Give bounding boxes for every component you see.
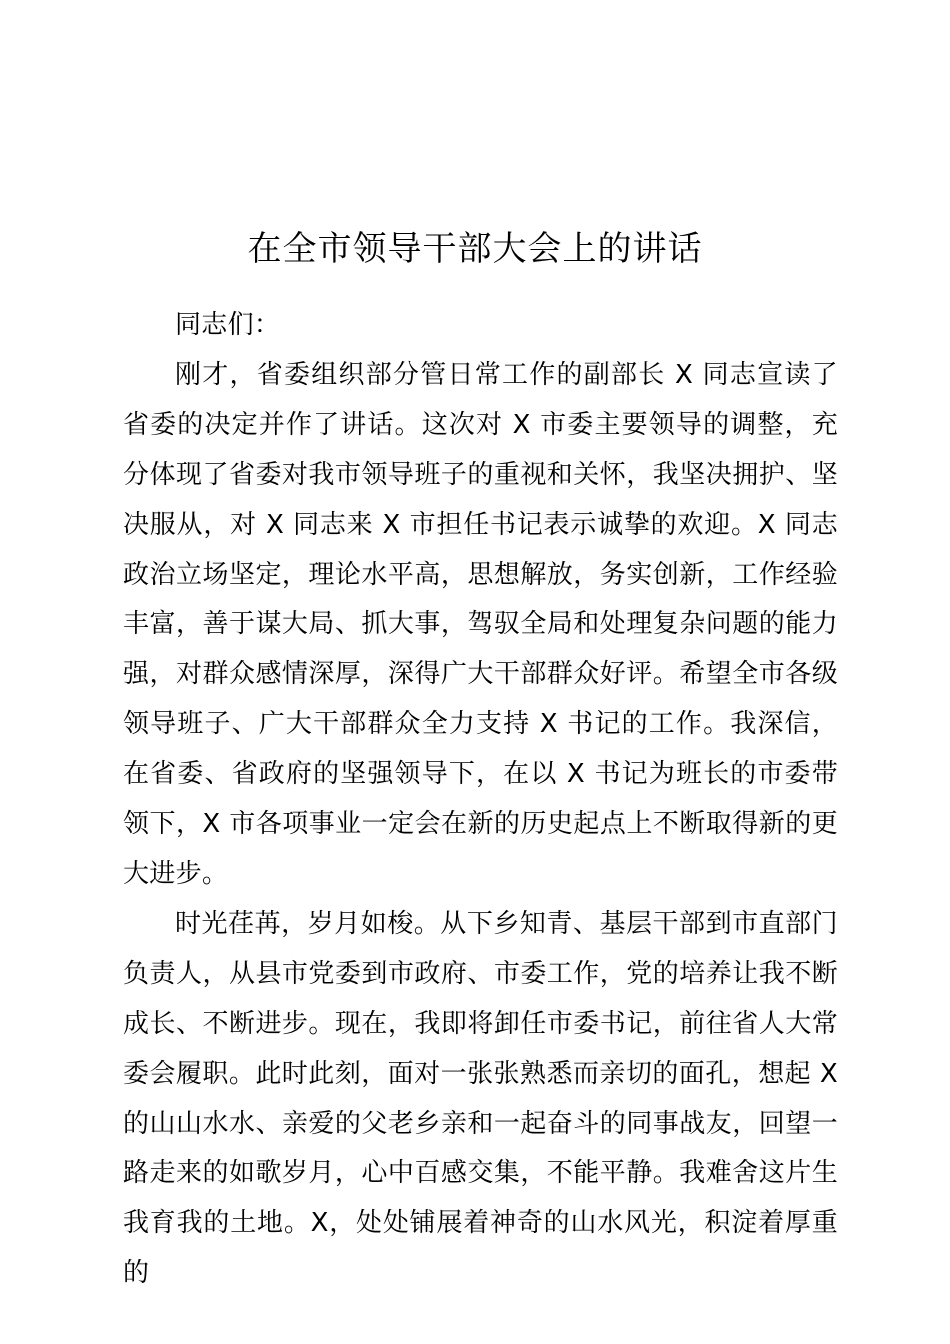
paragraph-1: 刚才，省委组织部分管日常工作的副部长 X 同志宣读了省委的决定并作了讲话。这次对 X 市委主要领导的调整，充分体现了省委对我市领导班子的重视和关怀，我坚决拥护、坚决服从，对 X 同志来 X 市担任书记表示诚挚的欢迎。X 同志政治立场坚定，理论水平高，思想解放，务实创新，工作经验丰富，善于谋大局、抓大事，驾驭全局和处理复杂问题的能力强，对群众感情深厚，深得广大干部群众好评。希望全市各级领导班子、广大干部群众全力支持 X 书记的工作。我深信，在省委、省政府的坚强领导下，在以 X 书记为班长的市委带领下，X 市各项事业一定会在新的历史起点上不断取得新的更大进步。	[123, 359, 838, 889]
paragraph-2: 时光荏苒，岁月如梭。从下乡知青、基层干部到市直部门负责人，从县市党委到市政府、市委工作，党的培养让我不断成长、不断进步。现在，我即将卸任市委书记，前往省人大常委会履职。此时此刻，面对一张张熟悉而亲切的面孔，想起 X 的山山水水、亲爱的父老乡亲和一起奋斗的同事战友，回望一路走来的如歌岁月，心中百感交集，不能平静。我难舍这片生我育我的土地。X，处处铺展着神奇的山水风光，积淀着厚重的	[123, 908, 838, 1289]
document-body	[123, 301, 838, 1299]
salutation: 同志们：	[175, 310, 281, 340]
document-title: 在全市领导干部大会上的讲话	[247, 229, 703, 269]
